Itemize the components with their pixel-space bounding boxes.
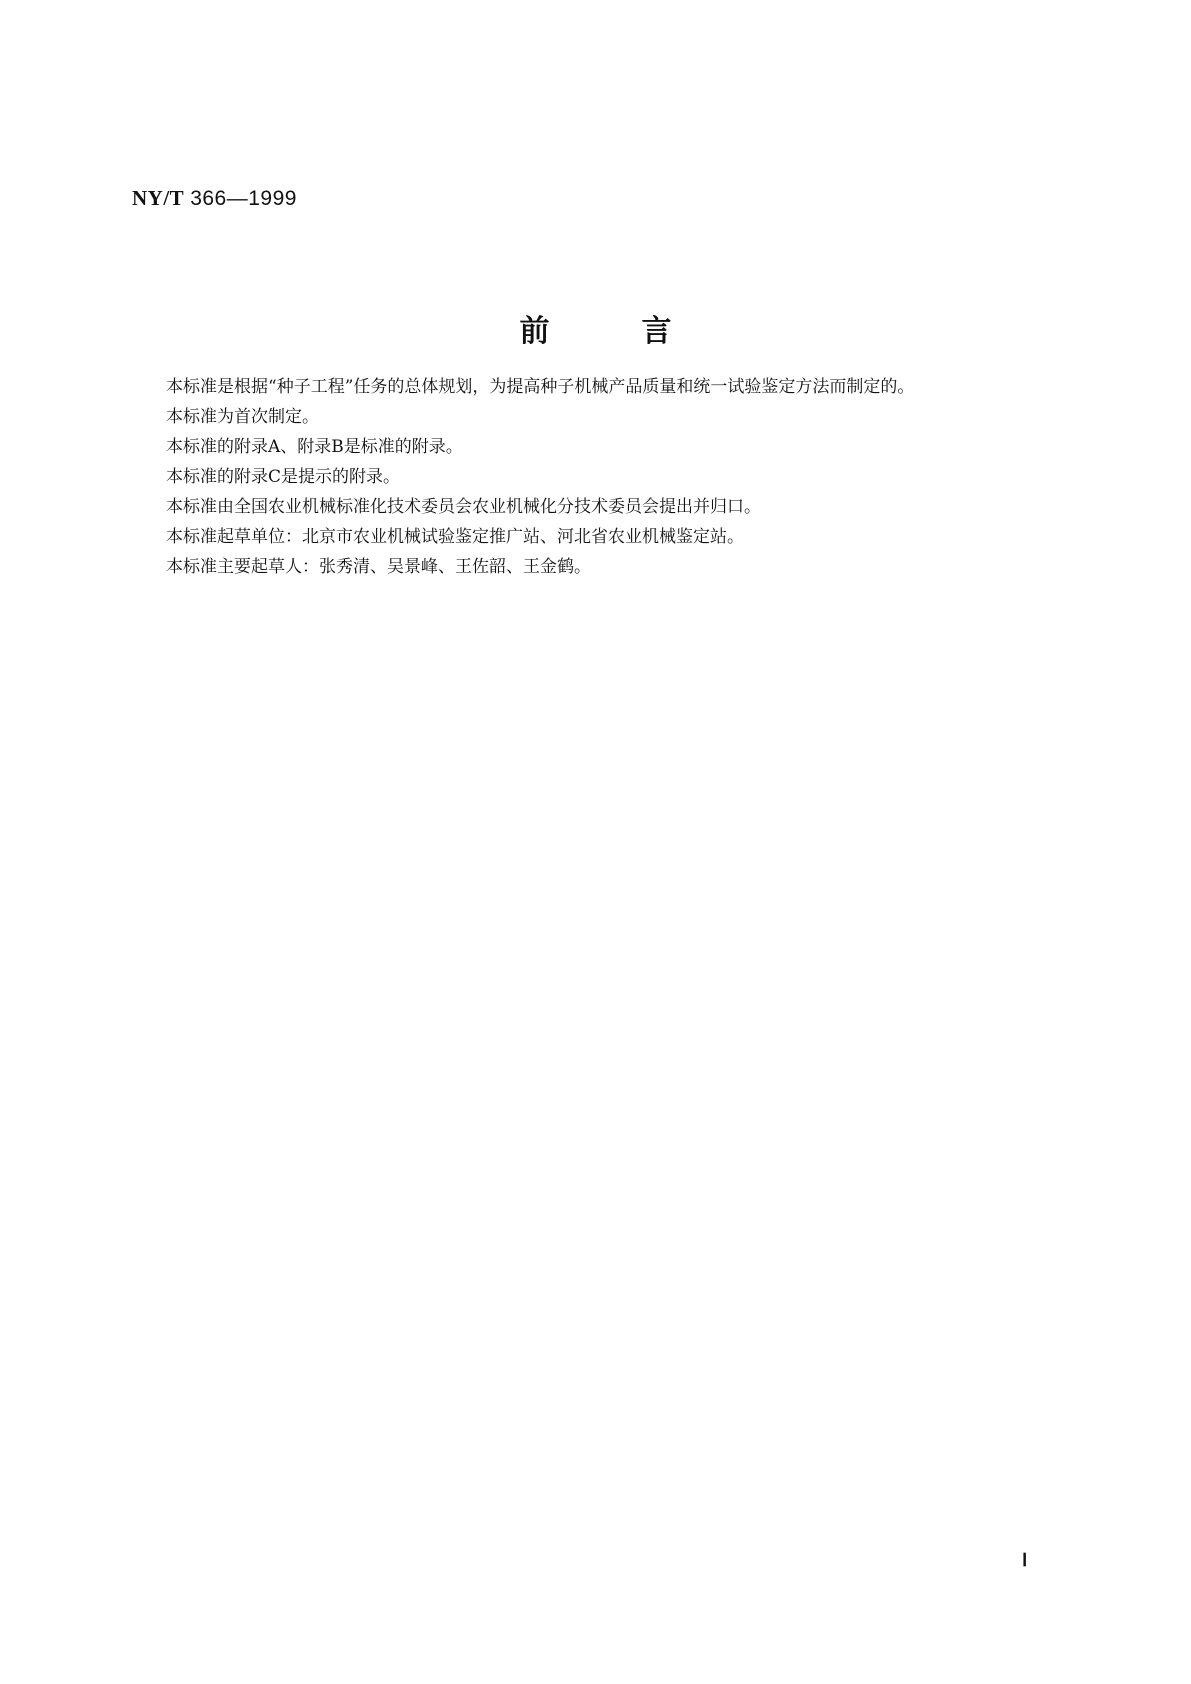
- document-code-number: 366—1999: [190, 187, 297, 210]
- paragraph-drafting-units: 本标准起草单位：北京市农业机械试验鉴定推广站、河北省农业机械鉴定站。: [166, 527, 744, 547]
- page-title: 前言: [519, 314, 764, 349]
- preface-body: [132, 372, 1062, 582]
- paragraph-drafters: 本标准主要起草人：张秀清、吴景峰、王佐韶、王金鹤。: [166, 557, 591, 577]
- paragraph-proposer: 本标准由全国农业机械标准化技术委员会农业机械化分技术委员会提出并归口。: [166, 497, 761, 517]
- page-number: Ⅰ: [1022, 1550, 1028, 1570]
- document-code-prefix: NY/T: [132, 186, 185, 210]
- paragraph-purpose: 本标准是根据“种子工程”任务的总体规划，为提高种子机械产品质量和统一试验鉴定方法而制定的。: [166, 377, 915, 397]
- paragraph-informative-annex: 本标准的附录C是提示的附录。: [166, 467, 401, 487]
- paragraph-first-edition: 本标准为首次制定。: [166, 407, 319, 427]
- document-code: [132, 186, 297, 211]
- paragraph-normative-annexes: 本标准的附录A、附录B是标准的附录。: [166, 437, 463, 457]
